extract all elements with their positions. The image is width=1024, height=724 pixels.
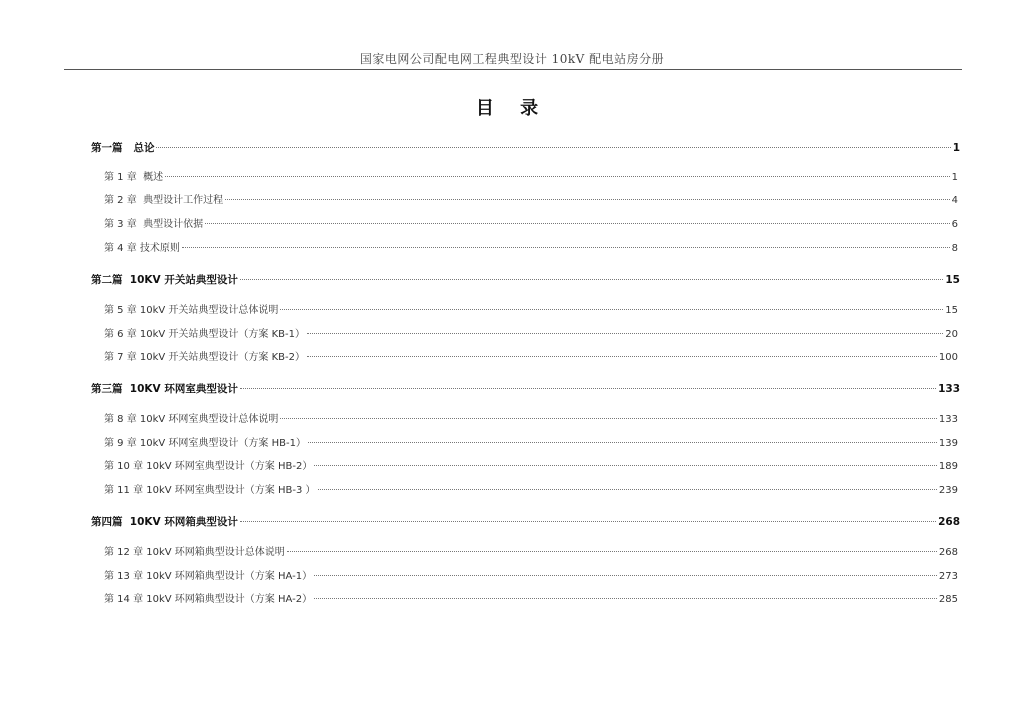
toc-page-number: 15 bbox=[945, 305, 958, 316]
dot-leader bbox=[307, 355, 937, 357]
toc-label: 第 12 章 10kV 环网箱典型设计总体说明 bbox=[104, 547, 285, 558]
dot-leader bbox=[182, 246, 950, 248]
toc-page-number: 139 bbox=[938, 438, 958, 449]
toc-page-number: 133 bbox=[938, 414, 958, 425]
toc-chapter-2[interactable] bbox=[104, 194, 958, 208]
toc-page-number: 1 bbox=[952, 142, 960, 154]
toc-label: 第一篇 总论 bbox=[91, 142, 155, 154]
dot-leader bbox=[307, 332, 943, 334]
toc-page-number: 15 bbox=[945, 274, 960, 286]
toc-page-number: 1 bbox=[951, 172, 958, 183]
dot-leader bbox=[240, 387, 936, 389]
toc-page-number: 189 bbox=[938, 461, 958, 472]
toc-page-number: 268 bbox=[938, 516, 960, 528]
dot-leader bbox=[314, 574, 937, 576]
toc-label: 第 2 章 典型设计工作过程 bbox=[104, 195, 224, 206]
toc-page-number: 20 bbox=[945, 329, 958, 340]
toc-chapter-14[interactable] bbox=[104, 593, 958, 607]
toc-label: 第 5 章 10kV 开关站典型设计总体说明 bbox=[104, 305, 279, 316]
toc-page-number: 4 bbox=[951, 195, 958, 206]
toc-chapter-5[interactable] bbox=[104, 304, 958, 318]
toc-label: 第 13 章 10kV 环网箱典型设计（方案 HA-1） bbox=[104, 571, 313, 582]
toc-page-number: 133 bbox=[938, 383, 960, 395]
toc-part-4[interactable] bbox=[91, 515, 960, 529]
toc-label: 第 1 章 概述 bbox=[104, 172, 164, 183]
toc-label: 第二篇 10KV 开关站典型设计 bbox=[91, 274, 238, 286]
header-divider bbox=[64, 69, 962, 70]
toc-label: 第 14 章 10kV 环网箱典型设计（方案 HA-2） bbox=[104, 594, 313, 605]
toc-page-number: 8 bbox=[951, 243, 958, 254]
toc-page-number: 273 bbox=[938, 571, 958, 582]
toc-chapter-1[interactable] bbox=[104, 171, 958, 185]
toc-part-1[interactable] bbox=[91, 141, 960, 155]
toc-label: 第 10 章 10kV 环网室典型设计（方案 HB-2） bbox=[104, 461, 313, 472]
dot-leader bbox=[240, 520, 936, 522]
dot-leader bbox=[280, 308, 943, 310]
toc-label: 第 9 章 10kV 环网室典型设计（方案 HB-1） bbox=[104, 438, 306, 449]
dot-leader bbox=[240, 278, 944, 280]
toc-chapter-13[interactable] bbox=[104, 570, 958, 584]
toc-label: 第 11 章 10kV 环网室典型设计（方案 HB-3 ） bbox=[104, 485, 316, 496]
toc-label: 第 7 章 10kV 开关站典型设计（方案 KB-2） bbox=[104, 352, 306, 363]
toc-title: 目 录 bbox=[475, 98, 549, 119]
toc-chapter-6[interactable] bbox=[104, 328, 958, 342]
dot-leader bbox=[314, 464, 937, 466]
toc-page-number: 100 bbox=[938, 352, 958, 363]
toc-page-number: 6 bbox=[951, 219, 958, 230]
dot-leader bbox=[165, 175, 950, 177]
toc-part-2[interactable] bbox=[91, 273, 960, 287]
toc-chapter-9[interactable] bbox=[104, 437, 958, 451]
toc-chapter-3[interactable] bbox=[104, 218, 958, 232]
dot-leader bbox=[287, 550, 937, 552]
dot-leader bbox=[205, 222, 950, 224]
toc-chapter-10[interactable] bbox=[104, 460, 958, 474]
toc-page-number: 285 bbox=[938, 594, 958, 605]
toc-label: 第三篇 10KV 环网室典型设计 bbox=[91, 383, 238, 395]
dot-leader bbox=[308, 441, 937, 443]
toc-part-3[interactable] bbox=[91, 382, 960, 396]
dot-leader bbox=[156, 146, 950, 148]
toc-page-number: 268 bbox=[938, 547, 958, 558]
toc-chapter-4[interactable] bbox=[104, 242, 958, 256]
dot-leader bbox=[318, 488, 937, 490]
running-header: 国家电网公司配电网工程典型设计 10kV 配电站房分册 bbox=[359, 52, 665, 66]
toc-chapter-8[interactable] bbox=[104, 413, 958, 427]
toc-page-number: 239 bbox=[938, 485, 958, 496]
toc-label: 第 3 章 典型设计依据 bbox=[104, 219, 204, 230]
dot-leader bbox=[280, 417, 936, 419]
toc-label: 第 6 章 10kV 开关站典型设计（方案 KB-1） bbox=[104, 329, 306, 340]
toc-label: 第 4 章 技术原则 bbox=[104, 243, 180, 254]
toc-chapter-12[interactable] bbox=[104, 546, 958, 560]
dot-leader bbox=[314, 597, 937, 599]
toc-chapter-11[interactable] bbox=[104, 484, 958, 498]
toc-label: 第四篇 10KV 环网箱典型设计 bbox=[91, 516, 238, 528]
toc-chapter-7[interactable] bbox=[104, 351, 958, 365]
toc-label: 第 8 章 10kV 环网室典型设计总体说明 bbox=[104, 414, 279, 425]
dot-leader bbox=[225, 198, 950, 200]
